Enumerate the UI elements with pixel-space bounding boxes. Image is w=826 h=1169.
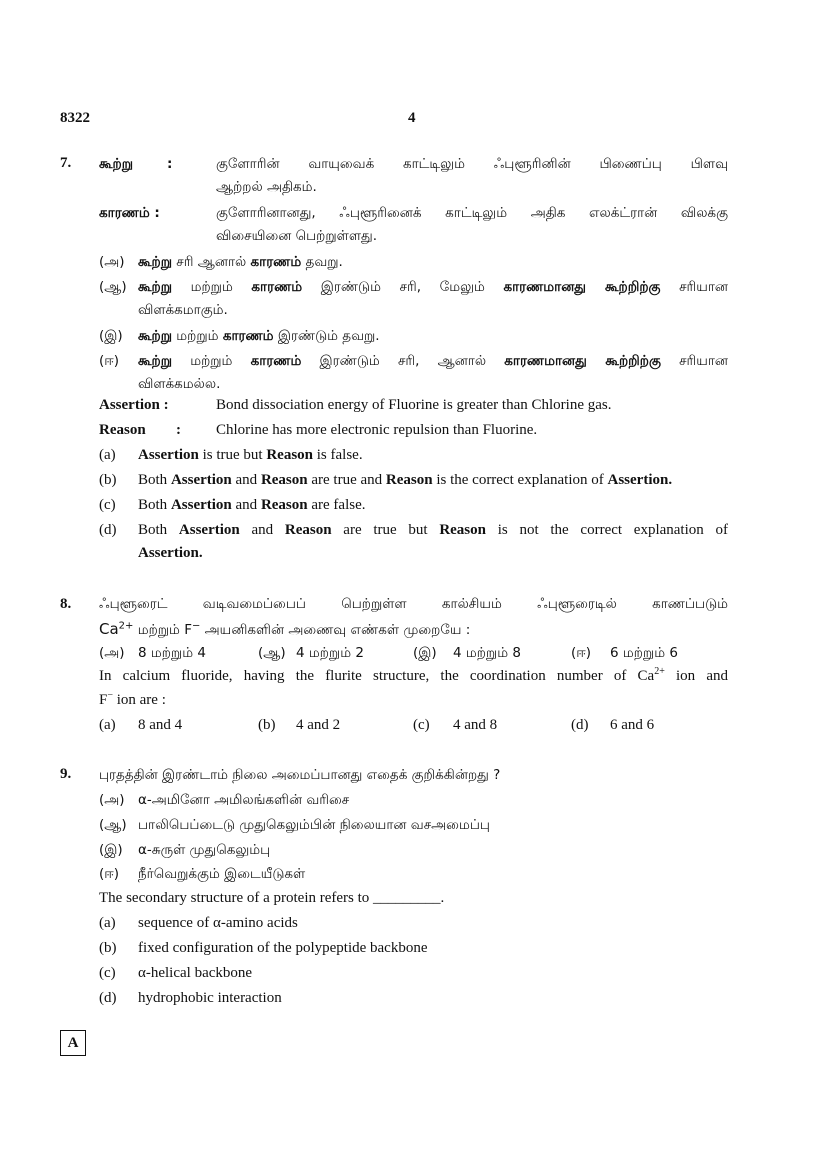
ta-option-d-label: (ஈ)	[99, 353, 120, 369]
ta-assertion-label: கூற்று	[99, 156, 134, 172]
ta-assertion-text-cont: ஆற்றல் அதிகம்.	[216, 179, 317, 195]
ta-option-b: பாலிபெப்டைடு முதுகெலும்பின் நிலையான வசஅமைப்பு	[138, 817, 490, 833]
ta-option-a-label: (அ)	[99, 645, 125, 661]
en-option-a-label: (a)	[99, 447, 116, 463]
en-option-b: Both Assertion and Reason are true and Reason is the correct explanation of Assertion.	[138, 472, 673, 488]
ta-option-d: நீர்வெறுக்கும் இடையீடுகள்	[138, 866, 306, 882]
en-assertion-text: Bond dissociation energy of Fluorine is greater than Chlorine gas.	[216, 397, 612, 413]
ta-option-b-cont: விளக்கமாகும்.	[138, 302, 228, 318]
en-option-d-cont: Assertion.	[138, 545, 203, 561]
en-option-a-label: (a)	[99, 717, 116, 733]
ta-option-c-label: (இ)	[99, 328, 123, 344]
en-option-d: hydrophobic interaction	[138, 990, 282, 1006]
en-option-d-label: (d)	[571, 717, 589, 733]
question-number: 8.	[60, 596, 72, 612]
en-option-a: Assertion is true but Reason is false.	[138, 447, 363, 463]
ta-reason-text: குளோரினானது, ஃபுளூரினைக் காட்டிலும் அதிக எலக்ட்ரான் விலக்கு	[216, 205, 728, 221]
en-option-c-label: (c)	[413, 717, 430, 733]
ta-option-a: கூற்று சரி ஆனால் காரணம் தவறு.	[138, 254, 343, 270]
ta-option-b-label: (ஆ)	[99, 279, 127, 295]
en-option-c: Both Assertion and Reason are false.	[138, 497, 366, 513]
ta-option-c-label: (இ)	[413, 645, 437, 661]
ta-question-text: புரதத்தின் இரண்டாம் நிலை அமைப்பானது எதைக் குறிக்கின்றது ?	[99, 767, 501, 783]
colon: :	[167, 156, 173, 172]
en-option-b-label: (b)	[99, 472, 117, 488]
en-option-c-label: (c)	[99, 497, 116, 513]
ta-option-b: 4 மற்றும் 2	[296, 645, 364, 661]
en-question-text: The secondary structure of a protein refers to _________.	[99, 890, 445, 906]
en-option-a: 8 and 4	[138, 717, 183, 733]
paper-code: 8322	[60, 110, 90, 126]
en-question-text-cont: F− ion are :	[99, 690, 166, 708]
ta-reason-text-cont: விசையினை பெற்றுள்ளது.	[216, 228, 378, 244]
ta-option-b-label: (ஆ)	[258, 645, 286, 661]
ta-question-text: ஃபுளூரைட் வடிவமைப்பைப் பெற்றுள்ள கால்சியம் ஃபுளூரைடில் காணப்படும்	[99, 596, 728, 612]
ta-option-d-label: (ஈ)	[571, 645, 592, 661]
en-option-d-label: (d)	[99, 990, 117, 1006]
en-option-b: fixed configuration of the polypeptide backbone	[138, 940, 428, 956]
ta-option-c: 4 மற்றும் 8	[453, 645, 521, 661]
colon: :	[176, 422, 181, 438]
en-option-c: α-helical backbone	[138, 965, 253, 981]
ta-option-b: கூற்று மற்றும் காரணம் இரண்டும் சரி, மேலும் காரணமானது கூற்றிற்கு சரியான	[138, 279, 728, 295]
en-option-c-label: (c)	[99, 965, 116, 981]
ta-option-a: α-அமினோ அமிலங்களின் வரிசை	[138, 792, 350, 808]
ta-option-a: 8 மற்றும் 4	[138, 645, 206, 661]
ta-option-d-label: (ஈ)	[99, 866, 120, 882]
ta-assertion-text: குளோரின் வாயுவைக் காட்டிலும் ஃபுளூரினின் பிணைப்பு பிளவு	[216, 156, 728, 172]
en-reason-text: Chlorine has more electronic repulsion than Fluorine.	[216, 422, 538, 438]
ta-option-c: கூற்று மற்றும் காரணம் இரண்டும் தவறு.	[138, 328, 380, 344]
ta-option-d: கூற்று மற்றும் காரணம் இரண்டும் சரி, ஆனால் காரணமானது கூற்றிற்கு சரியான	[138, 353, 728, 369]
ta-option-c-label: (இ)	[99, 842, 123, 858]
ta-option-b-label: (ஆ)	[99, 817, 127, 833]
en-option-b: 4 and 2	[296, 717, 341, 733]
ta-question-text-cont: $Ca^{2+}$ மற்றும் F− அயனிகளின் அணைவு எண்கள் முறையே :	[99, 620, 471, 638]
ta-option-d: 6 மற்றும் 6	[610, 645, 678, 661]
en-option-b-label: (b)	[99, 940, 117, 956]
en-option-d-label: (d)	[99, 522, 117, 538]
en-option-d: Both Assertion and Reason are true but Reason is not the correct explanation of	[138, 522, 728, 538]
en-question-text: In calcium fluoride, having the flurite structure, the coordination number of $Ca^{2+}$ ion and	[99, 666, 728, 684]
question-set-box: A	[60, 1030, 86, 1056]
en-option-b-label: (b)	[258, 717, 276, 733]
en-option-a-label: (a)	[99, 915, 116, 931]
ta-option-a-label: (அ)	[99, 792, 125, 808]
en-option-c: 4 and 8	[453, 717, 498, 733]
ta-option-d-cont: விளக்கமல்ல.	[138, 376, 221, 392]
en-reason-label: Reason	[99, 422, 146, 438]
en-assertion-label: Assertion :	[99, 397, 169, 413]
en-option-a: sequence of α-amino acids	[138, 915, 298, 931]
ta-reason-label: காரணம் :	[99, 205, 160, 221]
ta-option-c: α-சுருள் முதுகெலும்பு	[138, 842, 271, 858]
question-number: 7.	[60, 155, 72, 171]
ta-option-a-label: (அ)	[99, 254, 125, 270]
en-option-d: 6 and 6	[610, 717, 655, 733]
page-number: 4	[408, 110, 416, 126]
question-number: 9.	[60, 766, 72, 782]
